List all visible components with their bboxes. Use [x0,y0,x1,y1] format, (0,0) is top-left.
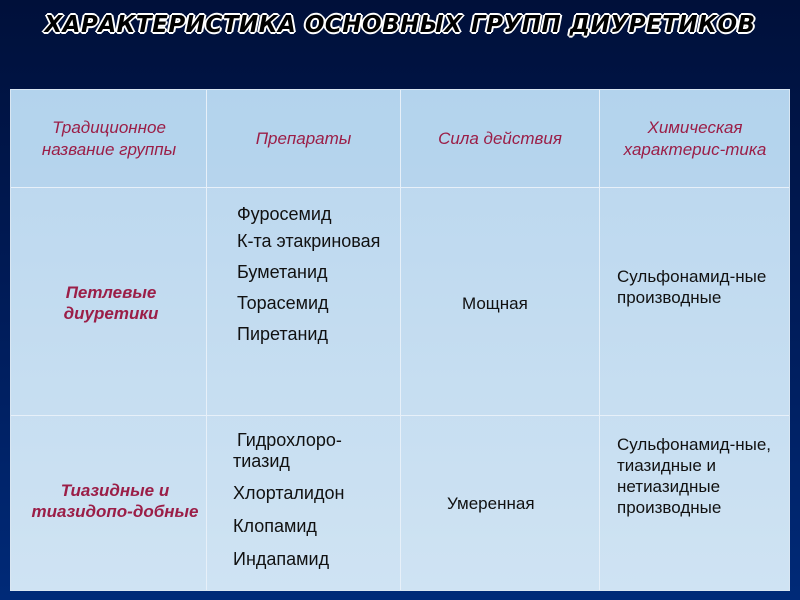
drug-item: Индапамид [233,549,330,569]
drug-item: Фуросемид [237,204,332,224]
row-drugs-loop [237,204,395,345]
header-group: Традиционное название группы [41,118,177,159]
drug-item: Пиретанид [237,324,328,344]
row-chemistry-loop: Сульфонамид-ные производные [617,267,767,307]
diuretics-table [10,89,790,591]
drug-item: Торасемид [237,293,329,313]
header-chemistry: Химическая характерис-тика [623,118,767,159]
row-strength-thiazide: Умеренная [447,494,535,513]
row-drugs-thiazide [233,430,398,570]
header-drugs: Препараты [255,129,352,148]
drug-item: Хлорталидон [233,483,345,503]
slide-title: ХАРАКТЕРИСТИКА ОСНОВНЫХ ГРУПП ДИУРЕТИКОВ [44,12,756,38]
row-chemistry-thiazide: Сульфонамид-ные, тиазидные и нетиазидные производные [617,435,772,517]
row-strength-loop: Мощная [462,294,528,313]
column-divider [599,90,600,590]
drug-item: К-та этакриновая [237,231,381,251]
drug-item: Гидрохлоро-тиазид [233,430,342,471]
row-divider [11,187,789,188]
drug-item: Буметанид [237,262,328,282]
drug-item: Клопамид [233,516,317,536]
row-group-loop: Петлевые диуретики [63,283,159,323]
header-strength: Сила действия [438,129,562,148]
row-divider [11,415,789,416]
row-group-thiazide: Тиазидные и тиазидопо-добные [31,481,199,521]
